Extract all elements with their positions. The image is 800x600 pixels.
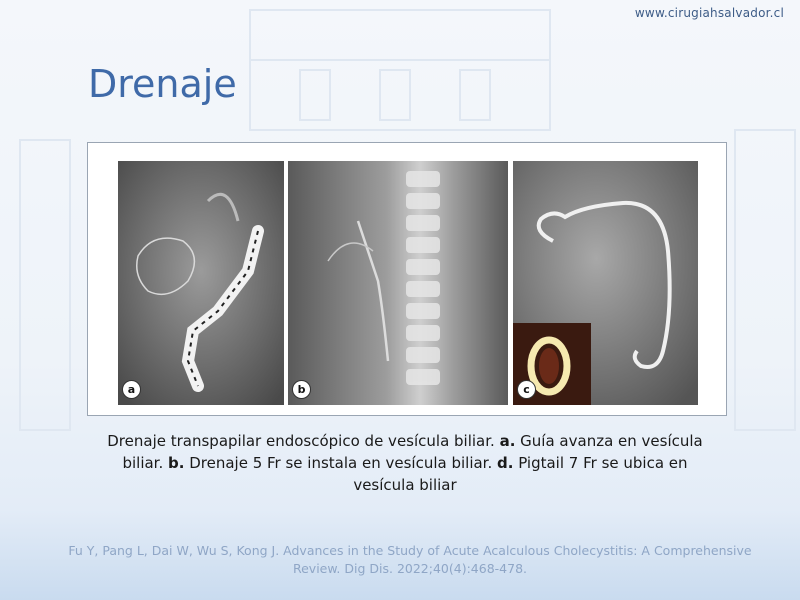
site-url[interactable]: www.cirugiahsalvador.cl — [634, 6, 784, 20]
caption-text-4: Pigtail 7 Fr se ubica en vesícula biliar — [353, 454, 688, 494]
panel-label-c: c — [517, 380, 536, 399]
xray-pigtail-icon — [513, 161, 698, 405]
caption-text-3: Drenaje 5 Fr se instala en vesícula biliar. — [184, 454, 497, 472]
caption-text-1: Drenaje transpapilar endoscópico de vesícula biliar. — [107, 432, 500, 450]
panel-label-b: b — [292, 380, 311, 399]
caption-label-a: a. — [499, 432, 516, 450]
xray-spine-drain-icon — [288, 161, 508, 405]
caption-text-2: Guía avanza en vesícula biliar. — [122, 432, 703, 472]
caption-label-d: d. — [497, 454, 514, 472]
figure-caption — [100, 430, 710, 496]
xray-panel-a — [118, 161, 284, 405]
caption-label-b: b. — [168, 454, 185, 472]
figure-box — [87, 142, 727, 416]
slide-title: Drenaje — [88, 62, 237, 106]
xray-panel-c — [513, 161, 698, 405]
reference-citation: Fu Y, Pang L, Dai W, Wu S, Kong J. Advances in the Study of Acute Acalculous Cholecystitis: A Comprehensive Review. Dig Dis. 2022;40(4):468-478. — [68, 543, 752, 576]
xray-panel-b — [288, 161, 508, 405]
panel-label-a: a — [122, 380, 141, 399]
xray-endoscope-icon — [118, 161, 284, 405]
